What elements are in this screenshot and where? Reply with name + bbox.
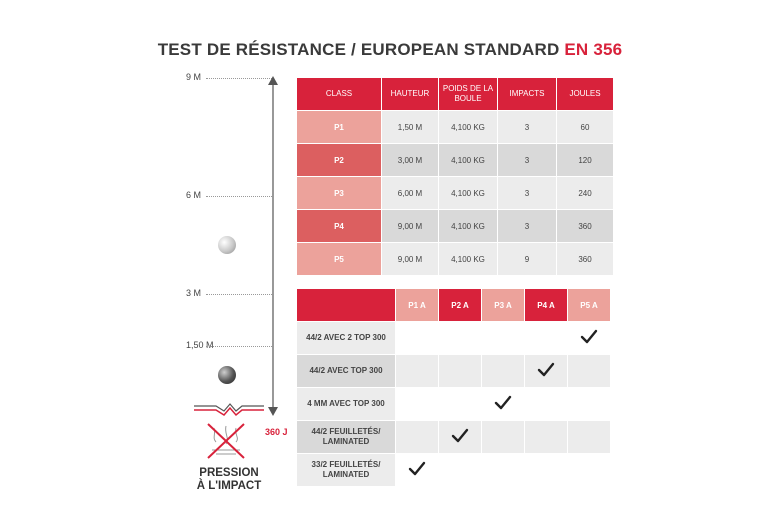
cell-hauteur: 9,00 M xyxy=(382,210,439,243)
glass-cell xyxy=(482,355,525,388)
class-table-row xyxy=(297,243,614,276)
glass-header-corner xyxy=(297,289,396,322)
glass-row-label: 4 MM AVEC TOP 300 xyxy=(297,388,396,421)
glass-cell xyxy=(439,388,482,421)
glass-pane-icon xyxy=(192,398,266,418)
cell-impacts: 3 xyxy=(498,210,557,243)
glass-cell xyxy=(439,454,482,487)
cell-poids: 4,100 KG xyxy=(439,210,498,243)
checkmark-icon xyxy=(494,395,512,411)
cell-class: P5 xyxy=(297,243,382,276)
height-arrow-icon xyxy=(266,76,280,416)
class-table xyxy=(296,77,614,276)
scale-label-6m: 6 M xyxy=(186,190,202,200)
cell-class: P4 xyxy=(297,210,382,243)
glass-cell xyxy=(568,322,611,355)
glass-header-2: P2 A xyxy=(439,289,482,322)
scale-label-1-50m: 1,50 M xyxy=(186,340,214,350)
cell-impacts: 3 xyxy=(498,111,557,144)
glass-header-1: P1 A xyxy=(396,289,439,322)
glass-cell xyxy=(482,454,525,487)
glass-cell xyxy=(439,322,482,355)
header-class: CLASS xyxy=(297,78,382,111)
glass-cell xyxy=(396,388,439,421)
glass-row-label: 44/2 AVEC TOP 300 xyxy=(297,355,396,388)
glass-row-label: 44/2 AVEC 2 TOP 300 xyxy=(297,322,396,355)
scale-label-9m: 9 M xyxy=(186,72,202,82)
glass-table-row xyxy=(297,322,611,355)
checkmark-icon xyxy=(408,461,426,477)
glass-table-row xyxy=(297,388,611,421)
checkmark-icon xyxy=(580,329,598,345)
cell-joules: 360 xyxy=(557,243,614,276)
glass-cell xyxy=(525,454,568,487)
header-joules: JOULES xyxy=(557,78,614,111)
glass-cell xyxy=(568,454,611,487)
glass-cell xyxy=(396,454,439,487)
scale-dash xyxy=(206,196,272,197)
cell-impacts: 3 xyxy=(498,177,557,210)
cell-hauteur: 1,50 M xyxy=(382,111,439,144)
glass-row-label: 44/2 FEUILLETÉS/ LAMINATED xyxy=(297,421,396,454)
cell-joules: 240 xyxy=(557,177,614,210)
glass-cell xyxy=(525,421,568,454)
cell-hauteur: 9,00 M xyxy=(382,243,439,276)
cell-hauteur: 6,00 M xyxy=(382,177,439,210)
glass-table-row xyxy=(297,421,611,454)
cell-poids: 4,100 KG xyxy=(439,243,498,276)
glass-header-4: P4 A xyxy=(525,289,568,322)
glass-header-3: P3 A xyxy=(482,289,525,322)
scale-label-3m: 3 M xyxy=(186,288,202,298)
header-poids: POIDS DE LA BOULE xyxy=(439,78,498,111)
glass-row-label: 33/2 FEUILLETÉS/ LAMINATED xyxy=(297,454,396,487)
joules-360-label: 360 J xyxy=(265,427,288,437)
page-title xyxy=(0,40,780,60)
steel-ball-light-icon xyxy=(218,236,236,254)
cell-impacts: 9 xyxy=(498,243,557,276)
cell-class: P2 xyxy=(297,144,382,177)
scale-dash xyxy=(206,294,272,295)
scale-dash xyxy=(206,78,272,79)
glass-cell xyxy=(396,322,439,355)
glass-cell xyxy=(482,388,525,421)
cell-joules: 360 xyxy=(557,210,614,243)
glass-cell xyxy=(439,421,482,454)
class-table-row xyxy=(297,177,614,210)
cell-class: P3 xyxy=(297,177,382,210)
glass-cell xyxy=(525,322,568,355)
title-main: TEST DE RÉSISTANCE / EUROPEAN STANDARD xyxy=(157,40,565,59)
cell-impacts: 3 xyxy=(498,144,557,177)
glass-cell xyxy=(482,322,525,355)
glass-cell xyxy=(396,355,439,388)
header-impacts: IMPACTS xyxy=(498,78,557,111)
checkmark-icon xyxy=(451,428,469,444)
class-table-row xyxy=(297,210,614,243)
cell-class: P1 xyxy=(297,111,382,144)
checkmark-icon xyxy=(537,362,555,378)
class-table-header xyxy=(297,78,614,111)
cell-joules: 120 xyxy=(557,144,614,177)
glass-cell xyxy=(525,388,568,421)
pression-impact-label xyxy=(186,467,272,493)
class-table-row xyxy=(297,111,614,144)
glass-table-row xyxy=(297,355,611,388)
cell-hauteur: 3,00 M xyxy=(382,144,439,177)
glass-header-5: P5 A xyxy=(568,289,611,322)
glass-cell xyxy=(482,421,525,454)
glass-cell xyxy=(439,355,482,388)
no-pressure-impact-icon xyxy=(204,420,248,462)
scale-dash xyxy=(206,346,272,347)
glass-cell xyxy=(396,421,439,454)
title-highlight: EN 356 xyxy=(564,40,623,59)
cell-poids: 4,100 KG xyxy=(439,144,498,177)
steel-ball-dark-icon xyxy=(218,366,236,384)
cell-poids: 4,100 KG xyxy=(439,111,498,144)
pression-line-2: À L'IMPACT xyxy=(196,480,262,492)
header-hauteur: HAUTEUR xyxy=(382,78,439,111)
glass-table-header xyxy=(297,289,611,322)
glass-cell xyxy=(568,355,611,388)
pression-line-1: PRESSION xyxy=(199,467,259,479)
glass-cell xyxy=(568,421,611,454)
glass-table-row xyxy=(297,454,611,487)
glass-cell xyxy=(568,388,611,421)
class-table-row xyxy=(297,144,614,177)
glass-table xyxy=(296,288,611,487)
cell-joules: 60 xyxy=(557,111,614,144)
cell-poids: 4,100 KG xyxy=(439,177,498,210)
glass-cell xyxy=(525,355,568,388)
